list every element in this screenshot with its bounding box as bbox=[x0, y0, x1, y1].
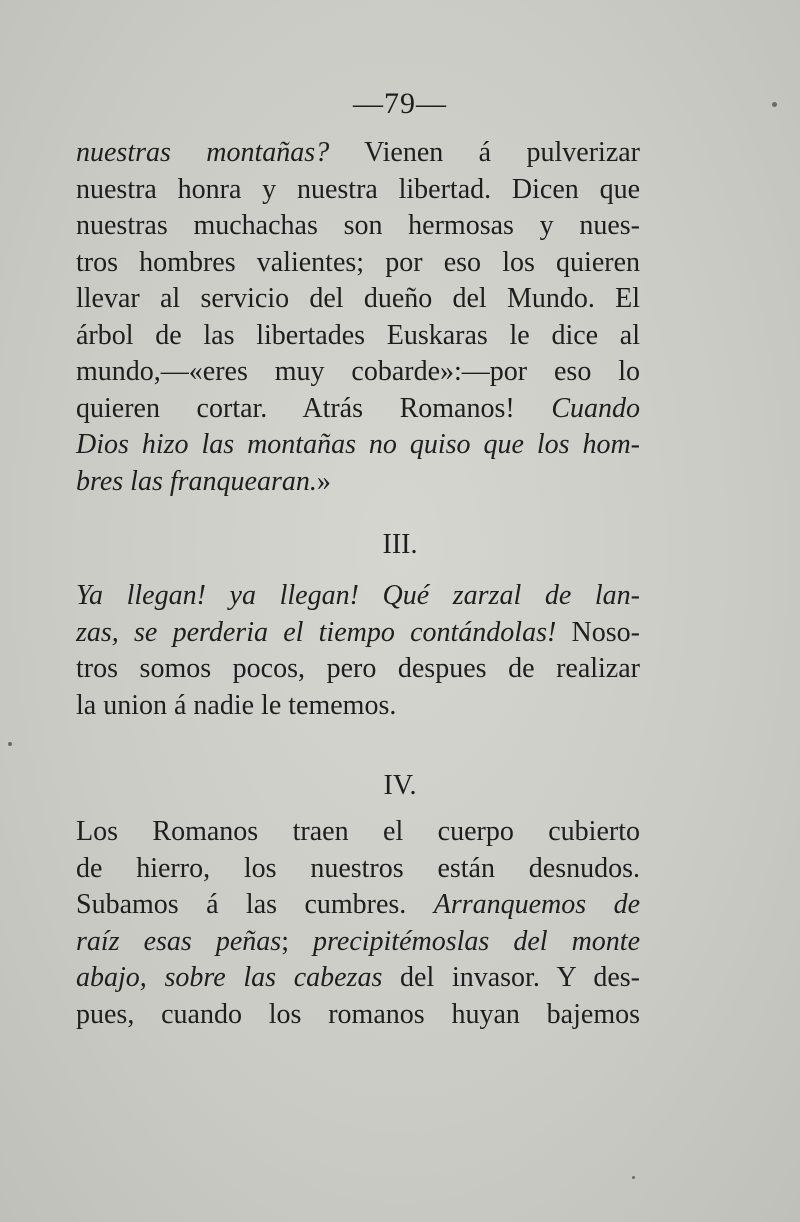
text-segment: quieren cortar. Atrás Romanos! bbox=[76, 392, 552, 424]
italic-text: Dios hizo las montañas no quiso que los hom- bbox=[76, 429, 640, 460]
italic-text: bres las franquearan. bbox=[76, 465, 317, 497]
text-line bbox=[76, 651, 640, 688]
text-line bbox=[76, 997, 640, 1034]
text-segment: pues, cuando los romanos huyan bajemos bbox=[76, 998, 640, 1030]
paper-speck bbox=[632, 1176, 635, 1179]
text-segment: tros hombres valientes; por eso los quieren bbox=[76, 246, 640, 278]
text-line bbox=[76, 427, 640, 464]
text-segment: del invasor. Y des- bbox=[382, 962, 640, 993]
text-segment: Los Romanos traen el cuerpo cubierto bbox=[76, 816, 640, 847]
italic-text: Cuando bbox=[551, 392, 640, 424]
italic-text: raíz esas peñas bbox=[76, 925, 282, 957]
italic-text: Arranquemos de bbox=[433, 889, 641, 920]
text-segment: tros somos pocos, pero despues de realizar bbox=[76, 653, 640, 684]
text-line bbox=[76, 354, 640, 391]
text-line bbox=[76, 814, 640, 851]
text-segment: » bbox=[316, 465, 331, 497]
text-line bbox=[76, 578, 640, 615]
text-line bbox=[76, 245, 640, 282]
text-line bbox=[76, 135, 640, 172]
text-segment: mundo,—«eres muy cobarde»:—por eso lo bbox=[76, 356, 640, 387]
italic-text: Ya llegan! ya llegan! Qué zarzal de lan- bbox=[76, 580, 640, 611]
text-segment: la union á nadie le tememos. bbox=[76, 689, 397, 721]
text-line bbox=[76, 924, 640, 961]
text-segment: llevar al servicio del dueño del Mundo. El bbox=[76, 283, 640, 314]
text-segment: ; bbox=[281, 925, 314, 957]
text-line bbox=[76, 318, 640, 355]
page-number: —79— bbox=[353, 87, 447, 120]
text-segment: Subamos á las cumbres. bbox=[76, 889, 434, 920]
text-line bbox=[76, 615, 640, 652]
text-line bbox=[76, 208, 640, 245]
text-line bbox=[76, 391, 640, 428]
text-line bbox=[76, 281, 640, 318]
italic-text: nuestras montañas? bbox=[76, 137, 330, 168]
text-segment: Noso- bbox=[556, 616, 640, 648]
text-line bbox=[76, 960, 640, 997]
section-heading-iii: III. bbox=[382, 529, 418, 560]
paper-speck bbox=[8, 742, 12, 746]
section-heading-iv: IV. bbox=[383, 770, 417, 801]
text-line bbox=[76, 887, 640, 924]
text-line bbox=[76, 688, 640, 725]
text-segment: nuestra honra y nuestra libertad. Dicen que bbox=[76, 173, 640, 205]
text-segment: Vienen á pulverizar bbox=[329, 137, 640, 168]
italic-text: precipitémoslas del monte bbox=[313, 925, 641, 957]
text-line bbox=[76, 464, 640, 501]
italic-text: abajo, sobre las cabezas bbox=[76, 962, 383, 993]
text-line bbox=[76, 172, 640, 209]
paragraph bbox=[76, 814, 640, 1033]
text-segment: de hierro, los nuestros están desnudos. bbox=[76, 852, 640, 884]
paper-speck bbox=[772, 102, 777, 107]
text-line bbox=[76, 851, 640, 888]
paragraph bbox=[76, 578, 640, 724]
paragraph bbox=[76, 135, 640, 500]
italic-text: zas, se perderia el tiempo contándolas! bbox=[76, 616, 557, 648]
text-segment: nuestras muchachas son hermosas y nues- bbox=[76, 210, 640, 241]
text-segment: árbol de las libertades Euskaras le dice al bbox=[76, 319, 640, 351]
